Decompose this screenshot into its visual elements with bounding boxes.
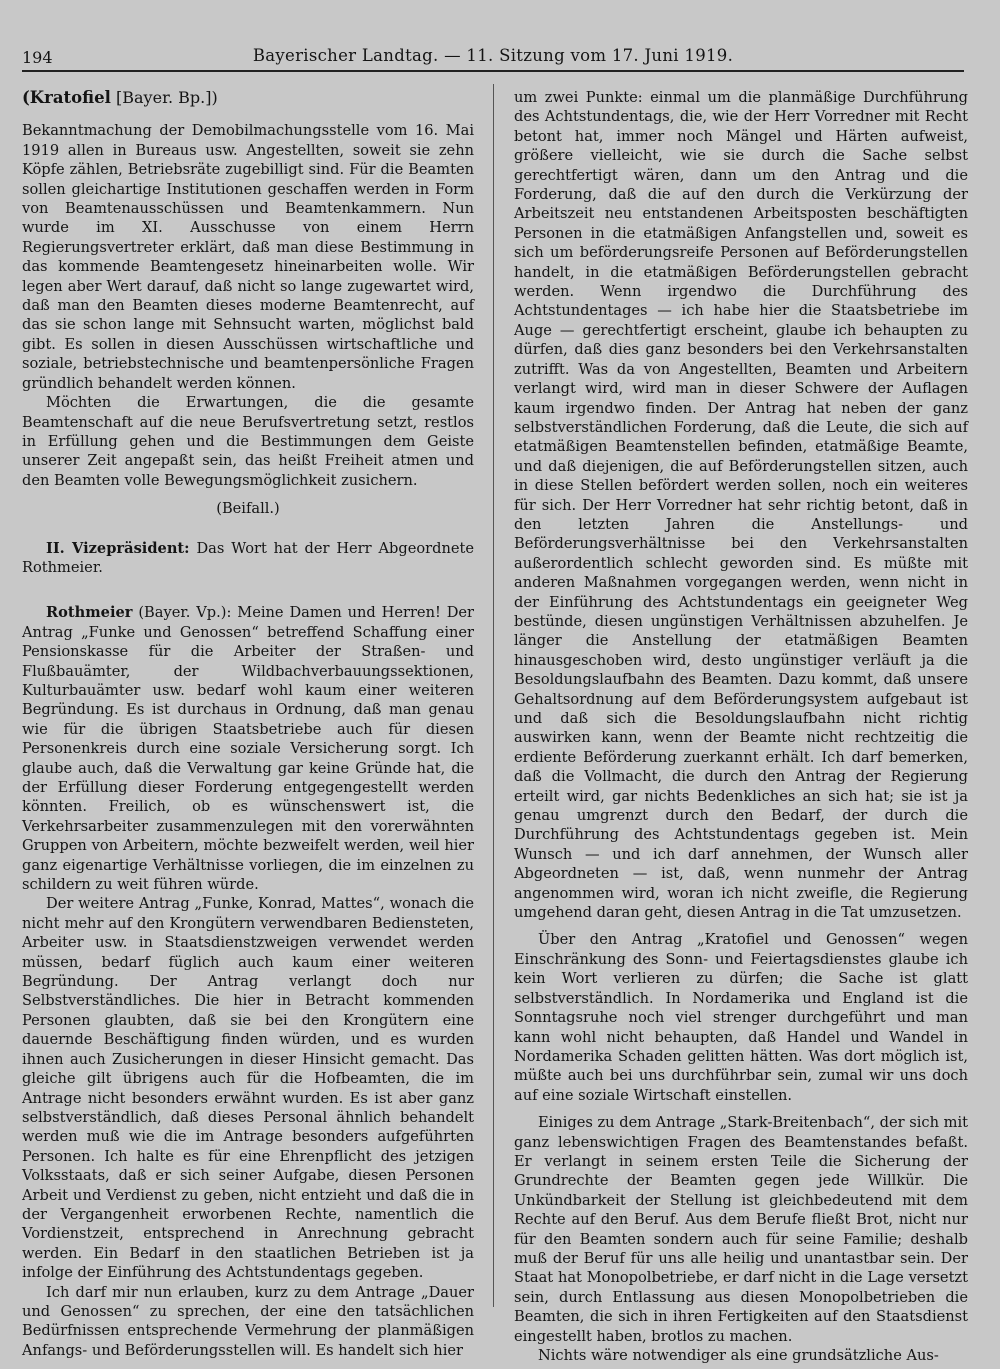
paragraph: um zwei Punkte: einmal um die planmäßige Durchführung des Achtstundentags, die, wie der Herr Vorredner mit Recht betont hat, immer noch Mängel und Härten aufweist, größere vielleicht, wie sie durch die Sache selbst gerechtfertigt wären, dann um den Antrag und die Forderung, daß die auf den durch die Verkürzung der Arbeitszeit neu entstandenen Arbeitsposten beschäftigten Personen in die etatmäßigen Anfangstellen und, soweit es sich um beförderungsreife Personen auf Beförderungstellen handelt, in die etatmäßigen Beförderungstellen gebracht werden. Wenn irgendwo die Durchführung des Achtstundentages — ich habe hier die Staatsbetriebe im Auge — gerechtfertigt erscheint, glaube ich behaupten zu dürfen, daß dies ganz besonders bei den Verkehrsanstalten zutrifft. Was da von Angestellten, Beamten und Arbeitern verlangt wird, wird man in dieser Schwere der Auflagen kaum irgendwo finden. Der Antrag hat neben der ganz selbstverständlichen Forderung, daß die Leute, die sich auf etatmäßigen Beamtenstellen befinden, etatmäßige Beamte, und daß diejenigen, die auf Beförderungstellen sitzen, auch in diese Stellen befördert werden sollen, noch ein weiteres für sich. Der Herr Vorredner hat sehr richtig betont, daß in den letzten Jahren die Anstellungs- und Beförderungsverhältnisse bei den Verkehrsanstalten außerordentlich schlecht geworden sind. Es müßte mit anderen Maßnahmen vorgegangen werden, wenn nicht in der Einführung des Achtstundentags ein geeigneter Weg bestünde, diesen ungünstigen Verhältnissen abzuhelfen. Je länger die Anstellung der etatmäßigen Beamten hinausgeschoben wird, desto ungünstiger verläuft ja die Besoldungslaufbahn des Beamten. Dazu kommt, daß unsere Gehaltsordnung auf dem Beförderungsystem aufgebaut ist und daß sich die Besoldungslaufbahn nicht richtig auswirken kann, wenn der Beamte nicht rechtzeitig die erdiente Beförderung zuerkannt erhält. Ich darf bemerken, daß die Vollmacht, die durch den Antrag der Regierung erteilt wird, gar nichts Bedenkliches an sich hat; sie ist ja genau umgrenzt durch den Bedarf, der durch die Durchführung des Achtstundentags gegeben ist. Mein Wunsch — und ich darf annehmen, der Wunsch aller Abgeordneten — ist, daß, wenn nunmehr der Antrag angenommen wird, woran ich nicht zweifle, die Regierung umgehend daran geht, diesen Antrag in die Tat umzusetzen. — [514, 89, 968, 922]
paragraph: Ich darf mir nun erlauben, kurz zu dem Antrage „Dauer und Genossen“ zu sprechen, der eine den tatsächlichen Bedürfnissen entsprechende Vermehrung der planmäßigen Anfangs- und Beförderungsstellen will. Es handelt sich hier — [22, 1283, 474, 1359]
paragraph: Möchten die Erwartungen, die die gesamte Beamtenschaft auf die neue Berufsvertretung setzt, restlos in Erfüllung gehen und die Bestimmungen dem Geiste unserer Zeit angepaßt sein, das heißt Freiheit atmen und den Beamten volle Bewegungsmöglichkeit zusichern. — [22, 394, 474, 489]
vice-president-remark — [22, 539, 474, 578]
speech-opening — [22, 603, 474, 894]
paragraph: Einiges zu dem Antrage „Stark-Breitenbach“, der sich mit ganz lebenswichtigen Fragen des Beamtenstandes befaßt. Er verlangt in seinem ersten Teile die Sicherung der Grundrechte der Beamten gegen jede Willkür. Die Unkündbarkeit der Stellung ist gleichbedeutend mit dem Rechte auf den Beruf. Aus dem Berufe fließt Brot, nicht nur für den Beamten sondern auch für seine Familie; deshalb muß der Beruf für uns alle heilig und unantastbar sein. Der Staat hat Monopolbetriebe, er darf nicht in die Lage versetzt sein, durch Entlassung aus diesen Monopolbetrieben die Beamten, die sich in ihren Fertigkeiten auf den Staatsdienst eingestellt haben, brotlos zu machen. — [514, 1114, 968, 1345]
left-column — [22, 88, 475, 1359]
continuation-heading — [22, 88, 474, 107]
column-divider — [493, 84, 494, 1307]
applause-note: (Beifall.) — [216, 500, 280, 518]
paragraph: Über den Antrag „Kratofiel und Genossen“ wegen Einschränkung des Sonn- und Feiertagsdienstes glaube ich kein Wort verlieren zu dürfen; die Sache ist glatt selbstverständlich. In Nordamerika und England ist die Sonntagsruhe noch viel strenger durchgeführt und man kann wohl nicht behaupten, daß Handel und Wandel in Nordamerika Schaden gelitten hätten. Was dort möglich ist, müßte auch bei uns durchführbar sein, zumal wir uns doch auf eine soziale Wirtschaft einstellen. — [514, 931, 968, 1104]
paragraph: Der weitere Antrag „Funke, Konrad, Mattes“, wonach die nicht mehr auf den Krongütern verwendbaren Bediensteten, Arbeiter usw. in Staatsdienstzweigen verwendet werden müssen, bedarf füglich auch kaum einer weiteren Begründung. Der Antrag verlangt doch nur Selbstverständliches. Die hier in Betracht kommenden Personen glaubten, daß sie bei den Krongütern eine dauernde Beschäftigung finden würden, und es wurden ihnen auch Zusicherungen in dieser Hinsicht gemacht. Das gleiche gilt übrigens auch für die Hofbeamten, die im Antrage nicht besonders erwähnt wurden. Es ist aber ganz selbstverständlich, daß dieses Personal ähnlich behandelt werden muß wie die im Antrage besonders aufgeführten Personen. Ich halte es für eine Ehrenpflicht des jetzigen Volksstaats, daß er sich seiner Aufgabe, diesen Personen Arbeit und Verdienst zu geben, nicht entzieht und daß die in der Vergangenheit erworbenen Rechte, namentlich die Vordienstzeit, entsprechend in Anrechnung gebracht werden. Ein Bedarf in den staatlichen Betrieben ist ja infolge der Einführung des Achtstundentags gegeben. — [22, 895, 474, 1282]
speech-speaker: Rothmeier — [46, 604, 133, 622]
vice-president-text: Das Wort hat der Herr Abgeordnete Rothmeier. — [22, 539, 474, 576]
heading-affiliation: [Bayer. Bp.]) — [116, 88, 218, 107]
speech-affiliation: (Bayer. Vp.): — [138, 604, 232, 622]
page-number: 194 — [22, 48, 53, 67]
vice-president-label: II. Vizepräsident: — [46, 539, 190, 557]
running-title: Bayerischer Landtag. — 11. Sitzung vom 17. Juni 1919. — [252, 46, 734, 65]
heading-speaker: (Kratofiel — [22, 88, 111, 107]
right-column — [514, 88, 968, 1364]
page-header — [22, 44, 964, 72]
paragraph: Bekanntmachung der Demobilmachungsstelle vom 16. Mai 1919 allen in Bureaus usw. Angestellten, soweit sie zehn Köpfe zählen, Betriebsräte zugebilligt sind. Für die Beamten sollen gleichartige Institutionen geschaffen werden in Form von Beamtenausschüssen und Beamtenkammern. Nun wurde im XI. Ausschusse von einem Herrn Regierungsvertreter erklärt, daß man diese Bestimmung in das kommende Beamtengesetz hineinarbeiten wolle. Wir legen aber Wert darauf, daß nicht so lange zugewartet wird, daß man den Beamten dieses moderne Beamtenrecht, auf das sie schon lange mit Sehnsucht warten, möglichst bald gibt. Es sollen in diesen Ausschüssen wirtschaftliche und soziale, betriebstechnische und beamtenpersönliche Fragen gründlich behandelt werden können. — [22, 122, 474, 392]
paragraph: Nichts wäre notwendiger als eine grundsätzliche Aus- — [538, 1347, 939, 1364]
speech-text: Meine Damen und Herren! Der Antrag „Funke und Genossen“ betreffend Schaffung einer Pensionskasse für die Arbeiter der Straßen- und Flußbauämter, der Wildbachverbauungssektionen, Kulturbauämter usw. bedarf wohl kaum einer weiteren Begründung. Es ist durchaus in Ordnung, daß man genau wie für die übrigen Staatsbetriebe auch für diesen Personenkreis durch eine soziale Versicherung sorgt. Ich glaube auch, daß die Verwaltung gar keine Gründe hat, die der Erfüllung dieser Forderung entgegengestellt werden könnten. Freilich, ob es wünschenswert ist, die Verkehrsarbeiter zusammenzulegen mit den vorerwähnten Gruppen von Arbeitern, möchte bezweifelt werden, weil hier ganz eigenartige Verhältnisse vorliegen, die im einzelnen zu schildern zu weit führen würde. — [22, 604, 475, 894]
header-rule — [22, 70, 964, 72]
